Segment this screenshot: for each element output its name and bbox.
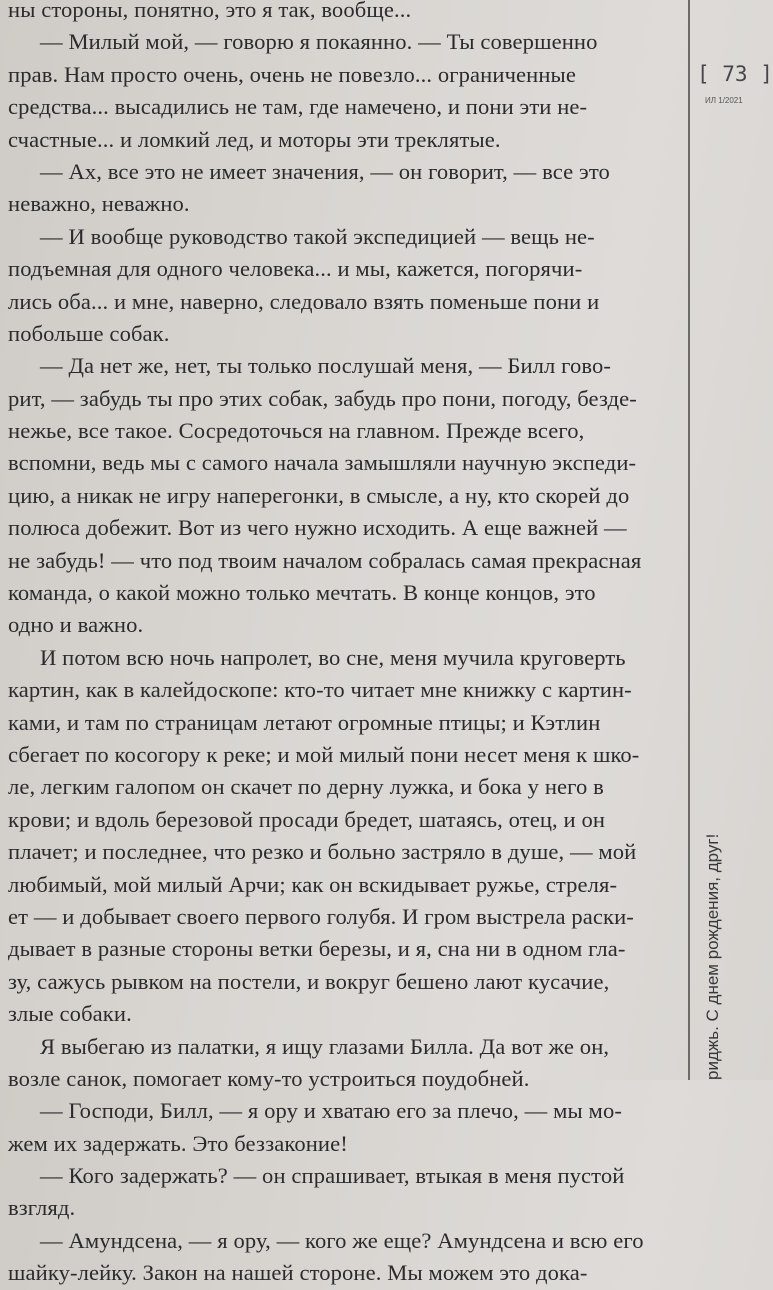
- running-title: риджь. С днем рождения, друг!: [703, 833, 722, 1080]
- text-line: — И вообще руководство такой экспедицией — вещь не-: [40, 223, 595, 249]
- text-line: — Ах, все это не имеет значения, — он говорит, — все это: [40, 158, 610, 184]
- text-line: И потом всю ночь напролет, во сне, меня мучила круговерть: [40, 644, 626, 670]
- text-line: ками, и там по страницам летают огромные птицы; и Кэтлин: [8, 709, 601, 735]
- text-line: — Амундсена, — я ору, — кого же еще? Амундсена и всю его: [40, 1227, 644, 1253]
- text-line: вспомни, ведь мы с самого начала замышляли научную экспеди-: [8, 450, 637, 476]
- page-number: [ 73 ]: [697, 62, 773, 86]
- text-line: лись оба... и мне, наверно, следовало взять поменьше пони и: [8, 288, 600, 314]
- text-line: неважно, неважно.: [8, 191, 190, 217]
- text-line: взгляд.: [8, 1195, 76, 1221]
- text-line: ет — и добывает своего первого голубя. И гром выстрела раски-: [8, 903, 634, 929]
- text-line: одно и важно.: [8, 612, 144, 638]
- text-line: — Господи, Билл, — я ору и хватаю его за плечо, — мы мо-: [40, 1098, 622, 1124]
- text-line: возле санок, помогает кому-то устроиться поудобней.: [8, 1065, 530, 1091]
- text-line: злые собаки.: [8, 1001, 132, 1027]
- text-line: любимый, мой милый Арчи; как он вскидывает ружье, стреля-: [8, 871, 618, 897]
- text-line: крови; и вдоль березовой просади бредет, шатаясь, отец, и он: [8, 806, 606, 832]
- margin-rule: [688, 0, 690, 1080]
- text-line: дывает в разные стороны ветки березы, и я, сна ни в одном гла-: [8, 936, 626, 962]
- text-line: — Кого задержать? — он спрашивает, втыкая в меня пустой: [40, 1163, 625, 1189]
- text-line: цию, а никак не игру наперегонки, в смысле, а ну, кто скорей до: [8, 482, 630, 508]
- text-line: — Да нет же, нет, ты только послушай меня, — Билл гово-: [40, 353, 611, 379]
- text-line: зу, сажусь рывком на постели, и вокруг бешено лают кусачие,: [8, 968, 610, 994]
- text-line: команда, о какой можно только мечтать. В конце концов, это: [8, 580, 596, 606]
- text-line: Я выбегаю из палатки, я ищу глазами Билла. Да вот же он,: [40, 1033, 610, 1059]
- issue-label: ИЛ 1/2021: [705, 96, 743, 105]
- text-line: шайку-лейку. Закон на нашей стороне. Мы можем это дока-: [8, 1260, 588, 1286]
- text-line: рит, — забудь ты про этих собак, забудь про пони, погоду, безде-: [8, 385, 637, 411]
- text-line: полюса добежит. Вот из чего нужно исходить. А еще важней —: [8, 515, 627, 541]
- text-line: картин, как в калейдоскопе: кто-то читает мне книжку с картин-: [8, 677, 632, 703]
- text-line: побольше собак.: [8, 320, 170, 346]
- text-line: средства... высадились не там, где намечено, и пони эти не-: [8, 94, 588, 120]
- text-line: ле, легким галопом он скачет по дерну лужка, и бока у него в: [8, 774, 604, 800]
- text-line: нежье, все такое. Сосредоточься на главном. Прежде всего,: [8, 418, 585, 444]
- text-line: прав. Нам просто очень, очень не повезло... ограниченные: [8, 61, 576, 87]
- text-line: счастные... и ломкий лед, и моторы эти треклятые.: [8, 126, 501, 152]
- text-line: жем их задержать. Это беззаконие!: [8, 1130, 348, 1156]
- text-line: — Милый мой, — говорю я покаянно. — Ты совершенно: [40, 29, 598, 55]
- text-line: подъемная для одного человека... и мы, кажется, погорячи-: [8, 256, 583, 282]
- text-line: сбегает по косогору к реке; и мой милый пони несет меня к шко-: [8, 741, 640, 767]
- text-line: плачет; и последнее, что резко и больно застряло в душе, — мой: [8, 839, 637, 865]
- text-line: ны стороны, понятно, это я так, вообще...: [8, 0, 412, 22]
- text-line: не забудь! — что под твоим началом собралась самая прекрасная: [8, 547, 642, 573]
